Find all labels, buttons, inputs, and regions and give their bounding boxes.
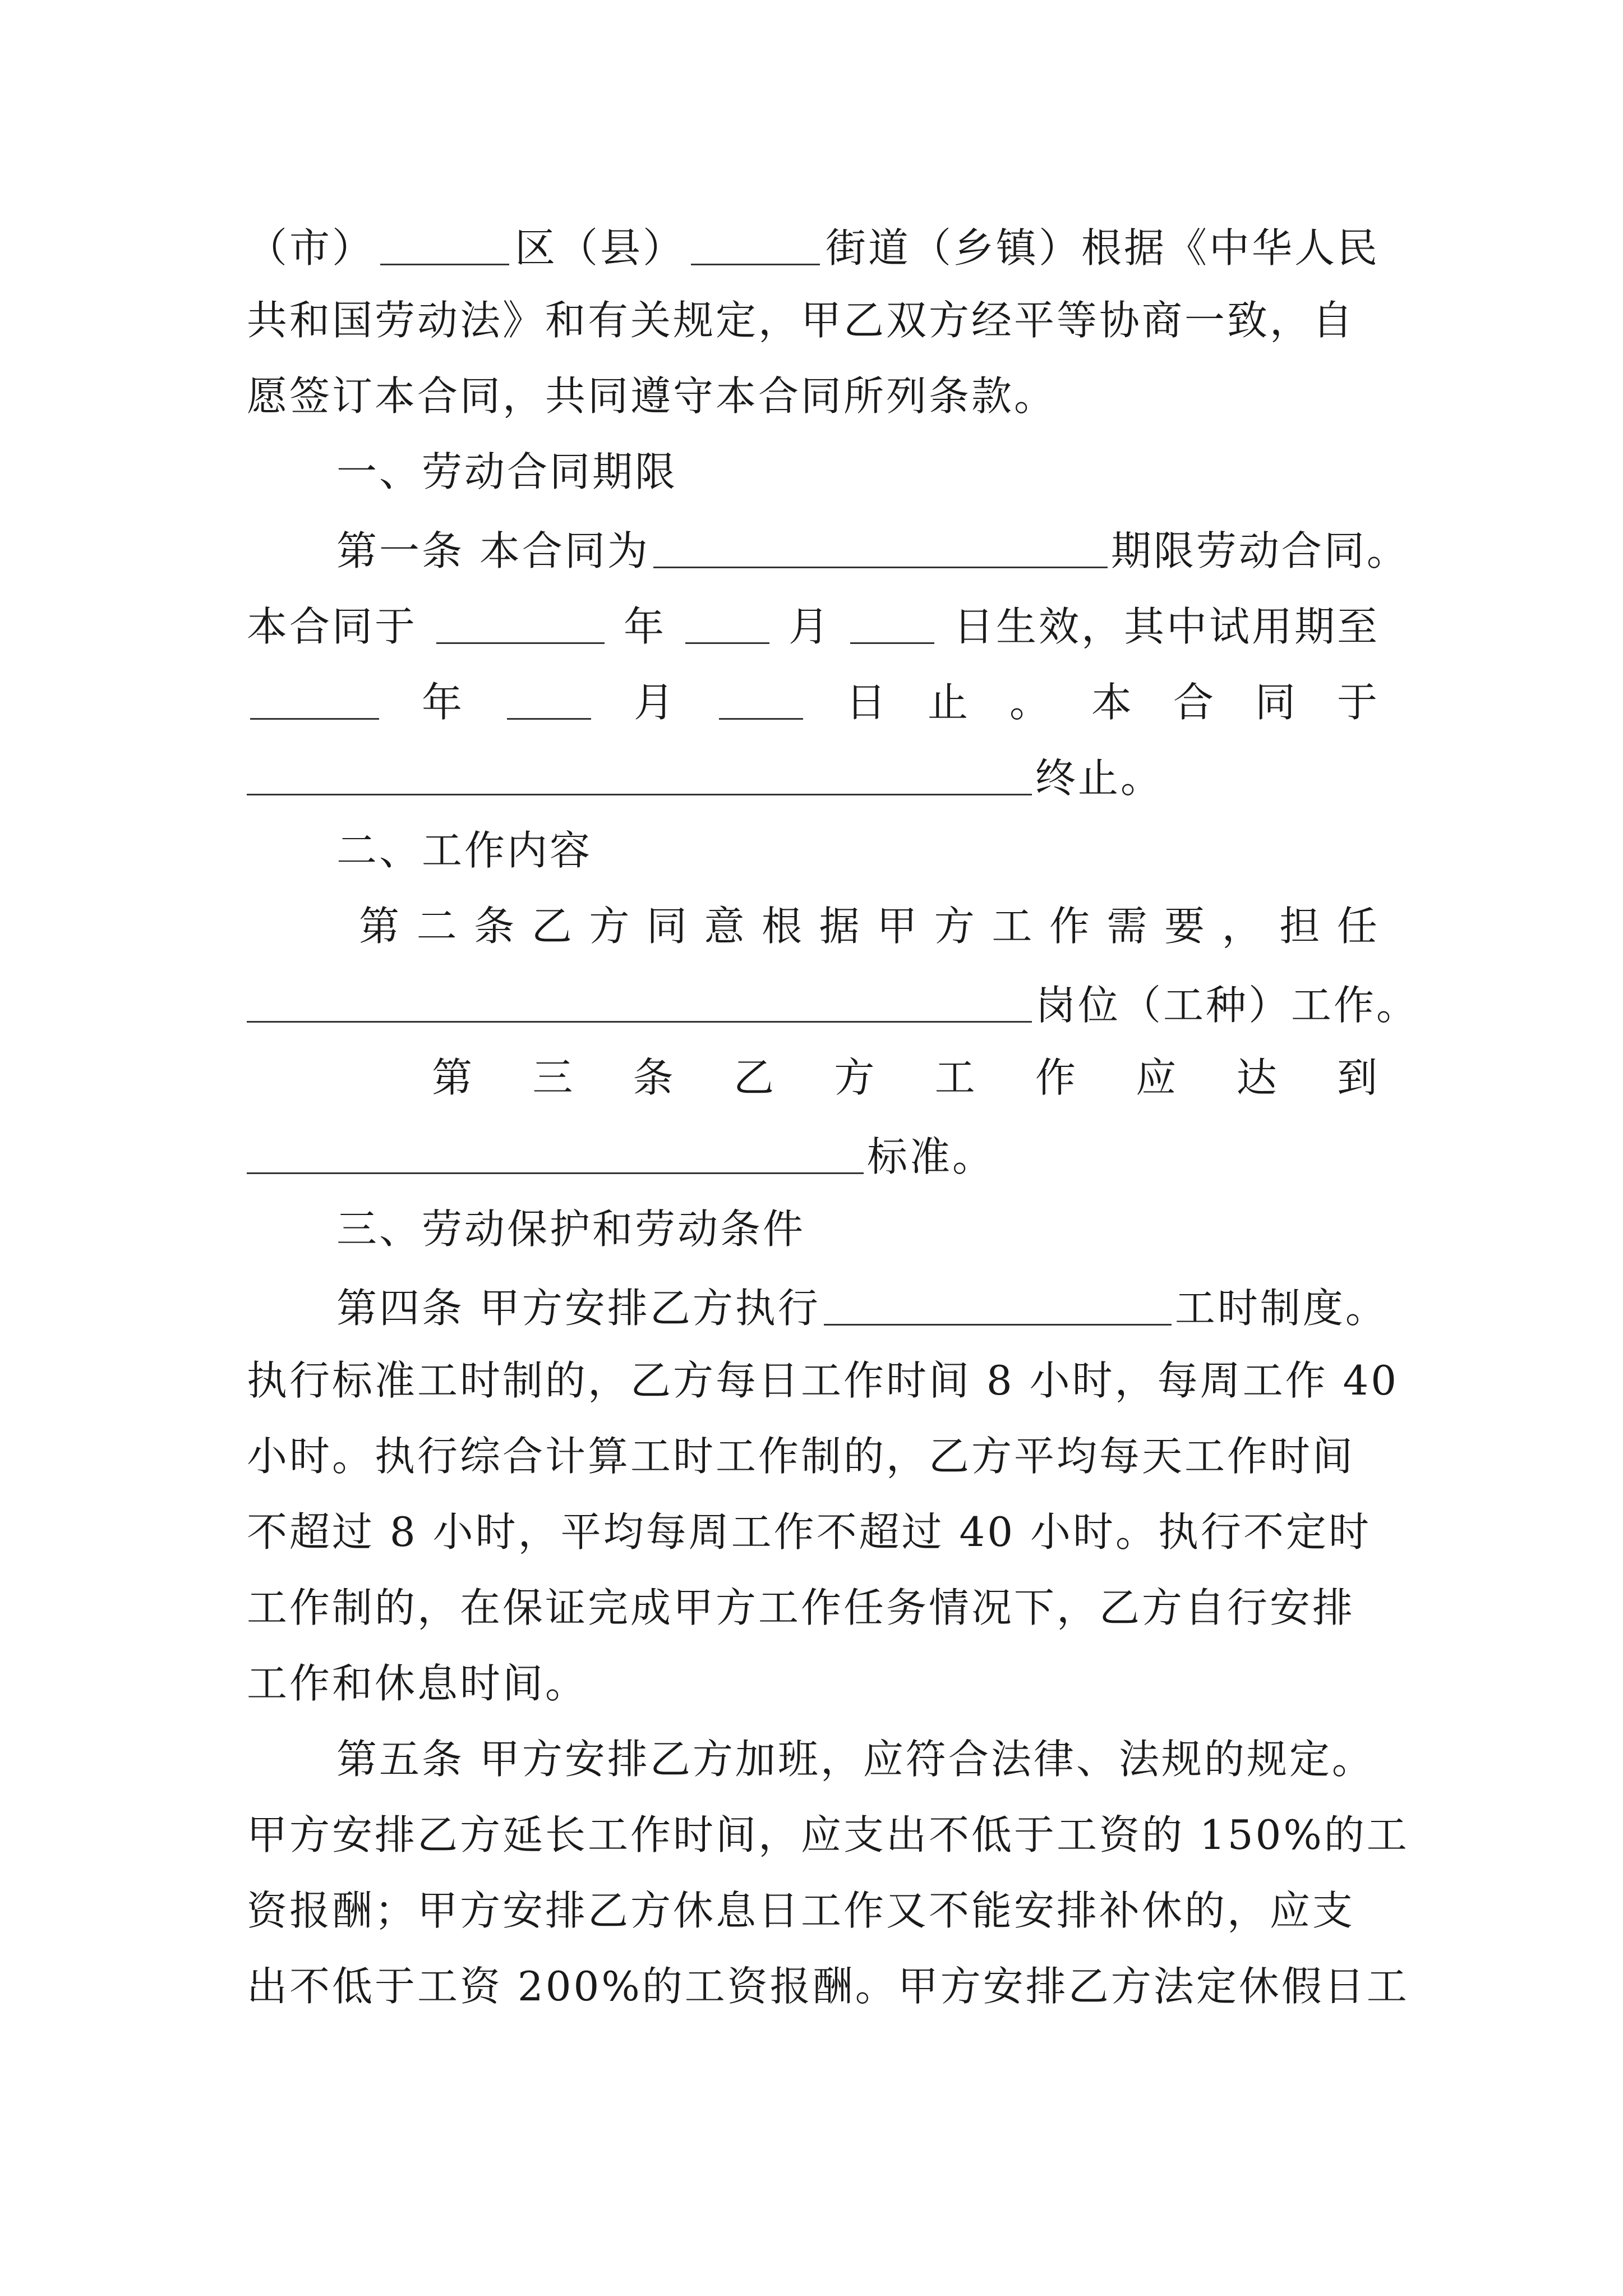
text-fragment: 工时制度。 bbox=[1174, 1285, 1388, 1332]
text-line bbox=[336, 1285, 1388, 1332]
text-char: 意 bbox=[704, 903, 747, 950]
text-char: 需 bbox=[1106, 903, 1150, 950]
text-line: 愿签订本合同，共同遵守本合同所列条款。 bbox=[247, 372, 1057, 420]
text-line: 执行标准工时制的，乙方每日工作时间 8 小时，每周工作 40 bbox=[247, 1357, 1399, 1404]
fill-blank[interactable] bbox=[719, 682, 803, 720]
text-line: 工作和休息时间。 bbox=[247, 1660, 588, 1707]
text-line: 不超过 8 小时，平均每周工作不超过 40 小时。执行不定时 bbox=[247, 1508, 1371, 1556]
section-heading: 三、劳动保护和劳动条件 bbox=[336, 1205, 806, 1253]
text-line: 甲方安排乙方延长工作时间，应支出不低于工资的 150%的工 bbox=[247, 1811, 1409, 1858]
text-fragment: 。 bbox=[1009, 679, 1052, 726]
text-char: 作 bbox=[1035, 1054, 1078, 1101]
text-char: 二 bbox=[416, 903, 459, 950]
text-fragment: 合 bbox=[1173, 679, 1216, 726]
text-char: 到 bbox=[1336, 1054, 1380, 1101]
text-fragment: 本合同于 bbox=[247, 603, 418, 650]
text-char: ， bbox=[1221, 903, 1265, 950]
text-char: 工 bbox=[934, 1054, 978, 1101]
text-line bbox=[336, 527, 1409, 574]
text-char: 乙 bbox=[733, 1054, 776, 1101]
text-char: 甲 bbox=[877, 903, 920, 950]
text-char: 三 bbox=[532, 1054, 575, 1101]
text-fragment: 标准。 bbox=[867, 1133, 995, 1180]
text-fragment: 日生效，其中试用期至 bbox=[953, 603, 1380, 650]
fill-blank[interactable] bbox=[691, 228, 820, 265]
text-line bbox=[247, 224, 1380, 272]
text-fragment: 月 bbox=[633, 679, 676, 726]
text-line bbox=[247, 982, 1419, 1029]
text-char: 工 bbox=[992, 903, 1035, 950]
text-char: 据 bbox=[819, 903, 862, 950]
text-char: 作 bbox=[1049, 903, 1092, 950]
section-heading: 二、工作内容 bbox=[336, 827, 593, 874]
text-char: 第 bbox=[432, 1054, 475, 1101]
fill-blank[interactable] bbox=[850, 606, 934, 644]
text-line: 出不低于工资 200%的工资报酬。甲方安排乙方法定休假日工 bbox=[247, 1963, 1409, 2010]
fill-blank[interactable] bbox=[247, 758, 1032, 795]
text-line bbox=[247, 679, 1380, 726]
text-char: 条 bbox=[633, 1054, 676, 1101]
fill-blank[interactable] bbox=[653, 531, 1108, 568]
text-line: 工作制的，在保证完成甲方工作任务情况下，乙方自行安排 bbox=[247, 1584, 1355, 1631]
text-line: 资报酬；甲方安排乙方休息日工作又不能安排补休的，应支 bbox=[247, 1887, 1355, 1934]
text-char: 根 bbox=[762, 903, 805, 950]
text-line bbox=[247, 1133, 1380, 1180]
text-fragment: （市） bbox=[247, 224, 375, 272]
text-line bbox=[359, 903, 1380, 950]
text-char: 任 bbox=[1336, 903, 1380, 950]
text-fragment: 区（县） bbox=[514, 224, 685, 272]
text-char: 方 bbox=[834, 1054, 877, 1101]
text-fragment: 月 bbox=[788, 603, 831, 650]
fill-blank[interactable] bbox=[507, 682, 591, 720]
text-char: 乙 bbox=[531, 903, 574, 950]
text-line bbox=[432, 1054, 1380, 1101]
text-fragment: 岗位（工种）工作。 bbox=[1035, 982, 1419, 1029]
text-fragment: 终止。 bbox=[1035, 754, 1164, 802]
fill-blank[interactable] bbox=[824, 1288, 1172, 1326]
text-line: 共和国劳动法》和有关规定，甲乙双方经平等协商一致，自 bbox=[247, 297, 1355, 344]
text-fragment: 第四条 甲方安排乙方执行 bbox=[336, 1285, 820, 1332]
fill-blank[interactable] bbox=[685, 606, 769, 644]
text-char: 担 bbox=[1279, 903, 1322, 950]
text-line bbox=[247, 603, 1380, 650]
section-heading: 一、劳动合同期限 bbox=[336, 448, 678, 495]
fill-blank[interactable] bbox=[250, 682, 379, 720]
fill-blank[interactable] bbox=[436, 606, 605, 644]
text-fragment: 本 bbox=[1091, 679, 1134, 726]
text-fragment: 街道（乡镇）根据《中华人民 bbox=[825, 224, 1380, 272]
text-fragment: 同 bbox=[1255, 679, 1298, 726]
text-char: 达 bbox=[1236, 1054, 1279, 1101]
text-fragment: 期限劳动合同。 bbox=[1110, 527, 1409, 574]
text-fragment: 第一条 本合同为 bbox=[336, 527, 650, 574]
text-fragment: 年 bbox=[623, 603, 666, 650]
text-char: 同 bbox=[646, 903, 689, 950]
text-char: 方 bbox=[589, 903, 632, 950]
fill-blank[interactable] bbox=[380, 228, 509, 265]
text-fragment: 年 bbox=[421, 679, 464, 726]
text-fragment: 于 bbox=[1336, 679, 1380, 726]
text-char: 方 bbox=[934, 903, 977, 950]
text-line: 第五条 甲方安排乙方加班，应符合法律、法规的规定。 bbox=[336, 1736, 1375, 1783]
text-char: 应 bbox=[1136, 1054, 1179, 1101]
text-char: 条 bbox=[474, 903, 517, 950]
text-char: 第 bbox=[359, 903, 402, 950]
fill-blank[interactable] bbox=[247, 985, 1032, 1023]
text-fragment: 日 bbox=[845, 679, 888, 726]
text-line: 小时。执行综合计算工时工作制的，乙方平均每天工作时间 bbox=[247, 1433, 1355, 1480]
text-line bbox=[247, 754, 1380, 802]
text-char: 要 bbox=[1164, 903, 1207, 950]
text-fragment: 止 bbox=[927, 679, 970, 726]
fill-blank[interactable] bbox=[247, 1137, 864, 1174]
